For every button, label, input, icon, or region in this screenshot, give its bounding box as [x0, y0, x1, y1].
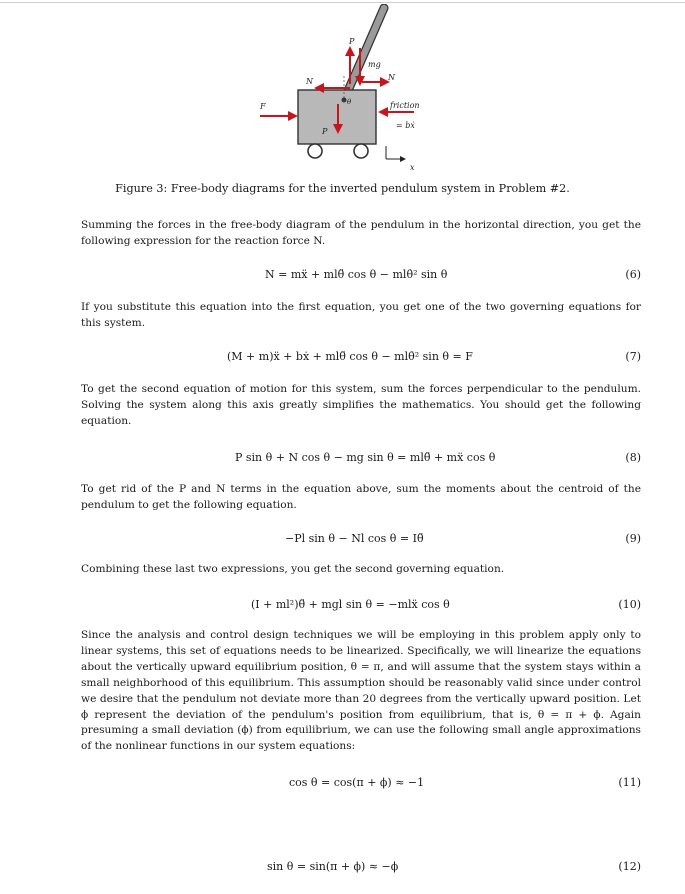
arrow-f — [260, 111, 298, 121]
paragraph-4: To get rid of the P and N terms in the equation above, sum the moments about the centroid of the pendulum to get the following equation. — [81, 483, 641, 511]
equation-9-math: −Pl sin θ − Nl cos θ = Iθ̈ — [285, 532, 424, 545]
left-wheel — [308, 144, 322, 158]
label-p-top: P — [349, 37, 355, 46]
paragraph-1: Summing the forces in the free-body diagram of the pendulum in the horizontal direction, you get the following expression for the reaction force N. — [81, 219, 641, 247]
equation-6 — [81, 268, 641, 286]
equation-8 — [81, 451, 641, 469]
equation-7 — [81, 350, 641, 368]
equation-8-number: (8) — [625, 451, 641, 464]
right-wheel — [354, 144, 368, 158]
equation-7-number: (7) — [625, 350, 641, 363]
label-mg: mg — [368, 60, 381, 69]
equation-10 — [81, 598, 641, 616]
equation-10-math: (I + ml²)θ̈ + mgl sin θ = −mlẍ cos θ — [251, 598, 450, 611]
equation-12-number: (12) — [618, 860, 641, 873]
top-rule — [0, 2, 685, 3]
equation-12 — [81, 860, 641, 878]
paragraph-5: Combining these last two expressions, you get the second governing equation. — [81, 563, 505, 575]
figure-caption: Figure 3: Free-body diagrams for the inverted pendulum system in Problem #2. — [115, 182, 570, 195]
label-bx: = bẋ — [396, 121, 415, 130]
paragraph-6: Since the analysis and control design techniques we will be employing in this problem apply only to linear systems, this set of equations needs to be linearized. Specifically, we will linearize the equations about the vertically upward equilibrium position, θ = π, and will assume that the system stays within a small neighborhood of this equilibrium. This assumption should be reasonably valid since under control we desire that the pendulum not deviate more than 20 degrees from the vertically upward position. Let ϕ represent the deviation of the pendulum's position from equilibrium, that is, θ = π + ϕ. Again presuming a small deviation (ϕ) from equilibrium, we can use the following small angle approximations of the nonlinear functions in our system equations: — [81, 629, 641, 753]
x-axis — [386, 146, 406, 162]
equation-11 — [81, 776, 641, 794]
equation-12-math: sin θ = sin(π + ϕ) ≈ −ϕ — [267, 860, 399, 873]
label-x-axis: x — [410, 163, 415, 172]
equation-6-math: N = mẍ + mlθ̈ cos θ − mlθ̇² sin θ — [265, 268, 448, 281]
equation-10-number: (10) — [618, 598, 641, 611]
equation-11-math: cos θ = cos(π + ϕ) ≈ −1 — [289, 776, 425, 789]
equation-9 — [81, 532, 641, 550]
equation-8-math: P sin θ + N cos θ − mg sin θ = mlθ̈ + mẍ cos θ — [235, 451, 496, 464]
label-friction: friction — [390, 101, 420, 110]
label-p-cart: P — [322, 127, 328, 136]
paragraph-2: If you substitute this equation into the first equation, you get one of the two governing equations for this system. — [81, 301, 641, 329]
arrow-n-right — [362, 77, 390, 87]
label-n-left: N — [306, 77, 313, 86]
label-n-right: N — [388, 73, 395, 82]
free-body-diagram — [238, 4, 438, 172]
equation-9-number: (9) — [625, 532, 641, 545]
label-theta: θ — [347, 98, 352, 106]
label-f: F — [260, 102, 266, 111]
equation-6-number: (6) — [625, 268, 641, 281]
equation-7-math: (M + m)ẍ + bẋ + mlθ̈ cos θ − mlθ̇² sin θ = F — [227, 350, 473, 363]
paragraph-3: To get the second equation of motion for this system, sum the forces perpendicular to the pendulum. Solving the system along this axis greatly simplifies the mathematics. You should get the following equation. — [81, 383, 641, 427]
equation-11-number: (11) — [618, 776, 641, 789]
